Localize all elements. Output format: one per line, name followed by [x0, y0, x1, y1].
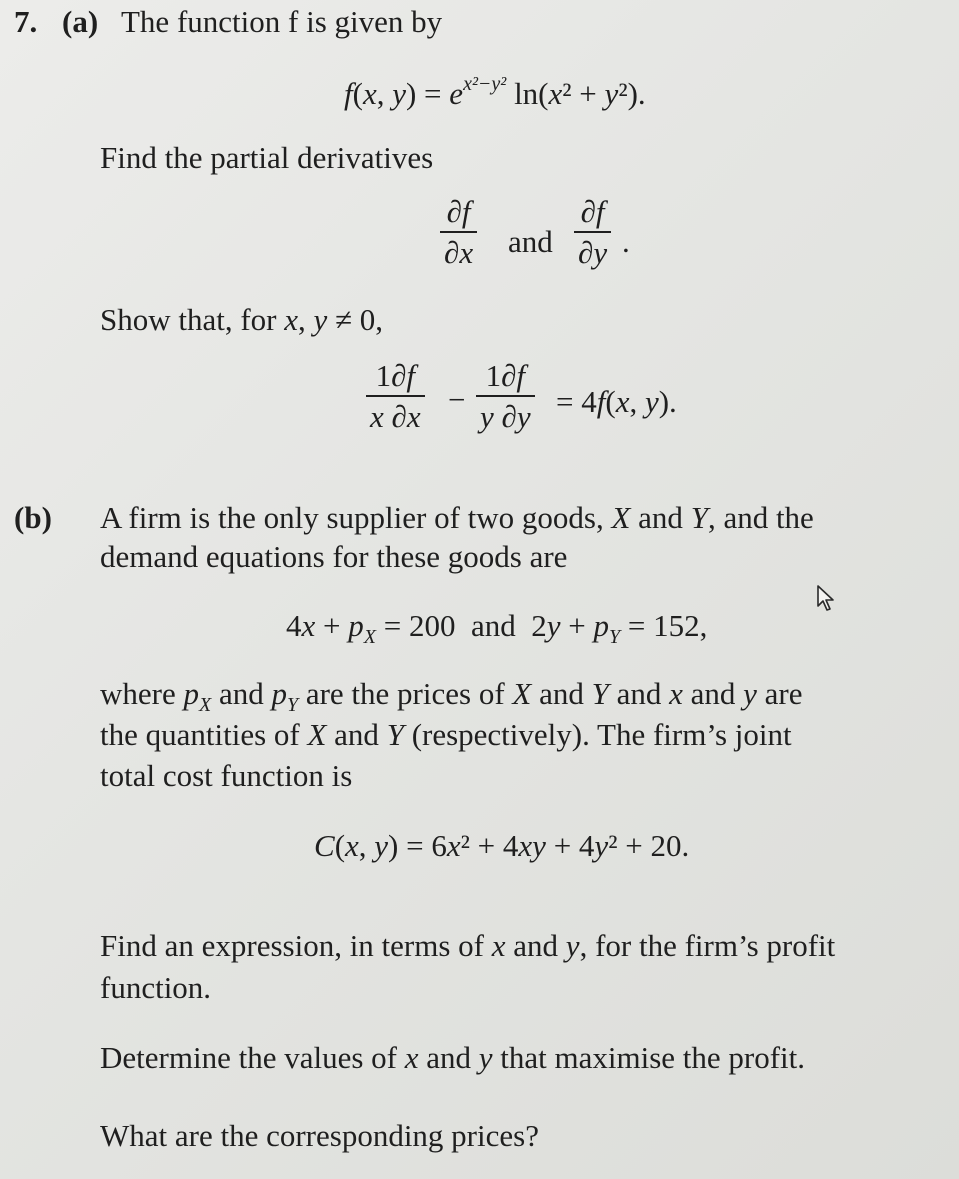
identity-term-1: 1∂f x ∂x — [366, 360, 425, 432]
question-number: 7. — [14, 4, 38, 39]
find-derivatives-text: Find the partial derivatives — [100, 140, 434, 175]
partial-derivative-x: ∂f ∂x — [440, 196, 477, 268]
part-a-intro: The function f is given by — [121, 4, 443, 39]
part-b-label: (b) — [14, 500, 52, 535]
identity-rhs: = 4f(x, y). — [556, 384, 677, 419]
part-b-line-1: A firm is the only supplier of two goods, X and Y, and the — [100, 500, 814, 535]
identity-term-2: 1∂f y ∂y — [476, 360, 535, 432]
show-that-text: Show that, for x, y ≠ 0, — [100, 302, 384, 337]
mouse-pointer-icon — [816, 584, 838, 612]
task-2: Determine the values of x and y that maximise the profit. — [100, 1040, 806, 1075]
task-3: What are the corresponding prices? — [100, 1118, 539, 1153]
function-definition: f(x, $y) = e^{x^2-y^2}$ ln(x² + y²). — [344, 73, 646, 111]
minus-sign: − — [448, 382, 466, 417]
part-a-label: (a) — [62, 4, 99, 39]
task-1-line-2: function. — [100, 970, 212, 1005]
task-1-line-1: Find an expression, in terms of x and y, for the firm’s profit — [100, 928, 836, 963]
paragraph-line-3: total cost function is — [100, 758, 353, 793]
cost-function: C(x, y) = 6x² + 4xy + 4y² + 20. — [314, 828, 690, 863]
partial-derivative-y: ∂f ∂y — [574, 196, 611, 268]
demand-equations: $4x + p_X = 200$ and $2y + p_Y = 152$, — [286, 608, 708, 648]
period: . — [622, 224, 630, 259]
part-b-line-2: demand equations for these goods are — [100, 539, 568, 574]
paragraph-line-1: where $p_X$ and $p_Y$ are the prices of X and Y and x and y are — [100, 676, 803, 716]
paragraph-line-2: the quantities of X and Y (respectively). The firm’s joint — [100, 717, 792, 752]
and-word: and — [508, 224, 553, 259]
